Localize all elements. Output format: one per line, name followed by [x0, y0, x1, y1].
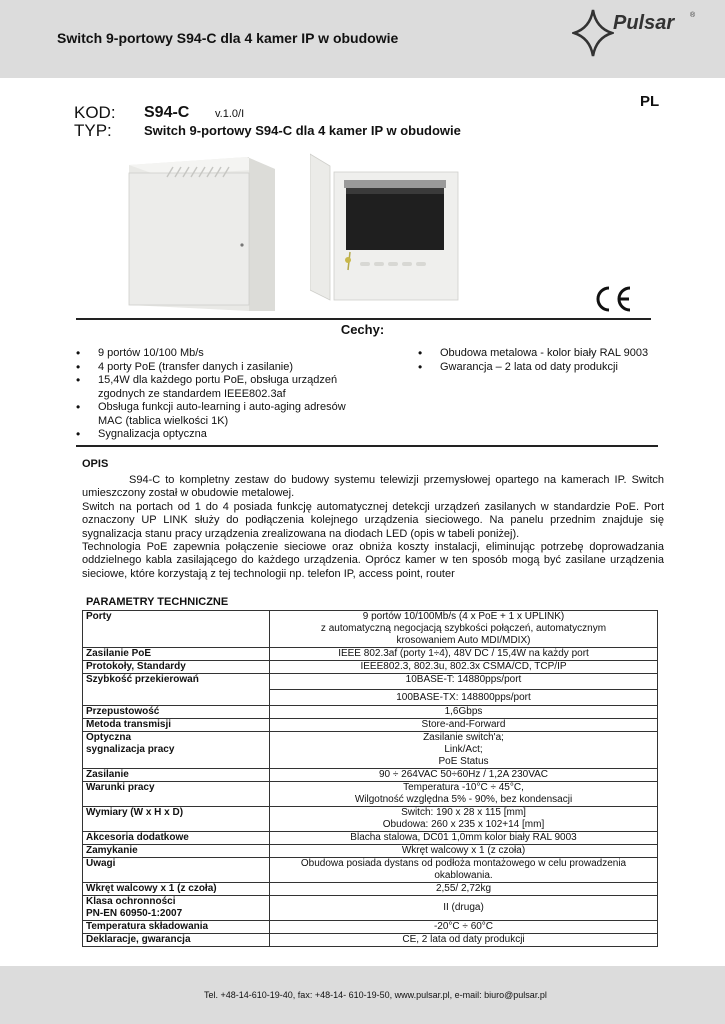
typ-value: Switch 9-portowy S94-C dla 4 kamer IP w obudowie — [144, 123, 461, 138]
table-row — [83, 719, 658, 732]
list-item: • 4 porty PoE (transfer danych i zasilanie) — [76, 361, 366, 375]
parameters-table — [82, 610, 658, 947]
param-key-line: sygnalizacja pracy — [86, 744, 175, 755]
features-title: Cechy: — [340, 322, 385, 337]
param-key-line: Optyczna — [86, 732, 132, 743]
param-value: IEEE802.3, 802.3u, 802.3x CSMA/CD, TCP/IP — [270, 661, 658, 674]
param-key — [83, 896, 270, 921]
param-key: Protokoły, Standardy — [83, 661, 270, 674]
list-item: • Sygnalizacja optyczna — [76, 428, 366, 442]
table-row — [83, 648, 658, 661]
features-list-right — [418, 347, 678, 374]
table-row — [83, 674, 658, 690]
param-value-line: Wilgotność względna 5% - 90%, bez kondensacji — [354, 794, 573, 805]
param-key-line: Klasa ochronności — [86, 896, 176, 907]
param-value: 1,6Gbps — [270, 706, 658, 719]
param-key: Zasilanie — [83, 769, 270, 782]
param-value-line: Switch: 190 x 28 x 115 [mm] — [401, 807, 526, 818]
param-value — [270, 732, 658, 769]
pulsar-star-icon — [572, 8, 614, 58]
logo-registered-mark: ® — [690, 12, 696, 19]
param-value: Blacha stalowa, DC01 1,0mm kolor biały RAL 9003 — [270, 832, 658, 845]
param-key: Przepustowość — [83, 706, 270, 719]
param-key: Wkręt walcowy x 1 (z czoła) — [83, 883, 270, 896]
param-value: CE, 2 lata od daty produkcji — [270, 934, 658, 947]
param-value: 100BASE-TX: 148800pps/port — [270, 690, 658, 706]
param-value: -20°C ÷ 60°C — [270, 921, 658, 934]
footer-bar — [0, 966, 725, 1024]
table-row — [83, 921, 658, 934]
version: v.1.0/I — [215, 108, 245, 120]
param-value — [270, 807, 658, 832]
kod-value: S94-C — [144, 104, 190, 121]
logo-name: Pulsar — [613, 12, 675, 34]
table-row — [83, 706, 658, 719]
table-row — [83, 782, 658, 807]
ce-mark-icon — [592, 285, 634, 313]
param-key: Deklaracje, gwarancja — [83, 934, 270, 947]
header-bar — [0, 0, 725, 78]
param-value: II (druga) — [270, 896, 658, 921]
parameters-title: PARAMETRY TECHNICZNE — [86, 596, 229, 608]
table-row — [83, 883, 658, 896]
divider — [76, 318, 651, 320]
param-value: Wkręt walcowy x 1 (z czoła) — [270, 845, 658, 858]
description-paragraph: Switch na portach od 1 do 4 posiada funkcję automatycznej detekcji urządzeń zasilanych w standardzie PoE. Port oznaczony UP LINK służy do podłączenia kolejnego urządzenia sieciowego. Na panelu przednim znajduje się sygnalizacja stanu pracy urządzenia zrealizowana na diodach LED (opis w tabeli poniżej). — [82, 500, 664, 540]
list-item: • 9 portów 10/100 Mb/s — [76, 347, 366, 361]
param-value: Store-and-Forward — [270, 719, 658, 732]
param-value-line: Link/Act; — [444, 744, 483, 755]
table-row — [83, 832, 658, 845]
table-row — [83, 661, 658, 674]
param-value-line: okablowania. — [434, 870, 493, 881]
param-key: Akcesoria dodatkowe — [83, 832, 270, 845]
typ-label: TYP: — [74, 121, 112, 140]
param-value — [270, 782, 658, 807]
description-title: OPIS — [82, 458, 109, 470]
table-row — [83, 732, 658, 769]
table-row — [83, 934, 658, 947]
table-row — [83, 896, 658, 921]
param-key: Porty — [83, 611, 270, 648]
param-value-line: PoE Status — [438, 756, 489, 767]
pulsar-logo — [572, 8, 707, 60]
list-item: • Obsługa funkcji auto-learning i auto-aging adresów MAC (tablica wielkości 1K) — [76, 401, 366, 428]
param-key: Temperatura składowania — [83, 921, 270, 934]
param-value-line: Temperatura -10°C ÷ 45°C, — [403, 782, 524, 793]
param-key: Metoda transmisji — [83, 719, 270, 732]
list-item: • Obudowa metalowa - kolor biały RAL 9003 — [418, 347, 678, 361]
features-list-left — [76, 347, 366, 442]
param-value-line: Obudowa posiada dystans od podłoża montażowego w celu prowadzenia — [300, 858, 627, 869]
list-item: • Gwarancja – 2 lata od daty produkcji — [418, 361, 678, 375]
param-value: 2,55/ 2,72kg — [270, 883, 658, 896]
header-title: Switch 9-portowy S94-C dla 4 kamer IP w obudowie — [57, 30, 399, 46]
list-item: • 15,4W dla każdego portu PoE, obsługa urządzeń zgodnych ze standardem IEEE802.3af — [76, 374, 366, 401]
table-row — [83, 807, 658, 832]
param-value: krosowaniem Auto MDI/MDIX) — [270, 635, 658, 648]
description-paragraph: S94-C to kompletny zestaw do budowy systemu telewizji przemysłowej opartego na kamerach IP. Switch umieszczony został w obudowie metalowej. — [82, 474, 664, 500]
param-key: Uwagi — [83, 858, 270, 883]
description-paragraph: Technologia PoE zapewnia połączenie sieciowe oraz obniża koszty instalacji, eliminując potrzebę doprowadzania oddzielnego kabla zasilającego do każdego urządzenia. Oprócz kamer w ten sposób mogą być zasilane urządzenia sieciowe, które korzystają z tej technologii np. telefon IP, access point, router — [82, 541, 664, 580]
param-value: z automatyczną negocjacją szybkości połączeń, automatycznym — [270, 623, 658, 635]
param-key: Warunki pracy — [83, 782, 270, 807]
param-key: Zasilanie PoE — [83, 648, 270, 661]
param-key: Zamykanie — [83, 845, 270, 858]
param-value-line: Zasilanie switch'a; — [423, 732, 504, 743]
param-key: Szybkość przekierowań — [83, 674, 270, 706]
param-value — [270, 858, 658, 883]
description-text — [82, 474, 664, 581]
table-row — [83, 769, 658, 782]
param-key — [83, 732, 270, 769]
divider — [76, 445, 658, 447]
open-enclosure-image — [310, 152, 460, 302]
param-value: 9 portów 10/100Mb/s (4 x PoE + 1 x UPLINK) — [270, 611, 658, 624]
language-code: PL — [640, 93, 660, 110]
table-row — [83, 611, 658, 624]
param-value: 90 ÷ 264VAC 50÷60Hz / 1,2A 230VAC — [270, 769, 658, 782]
param-value-line: Obudowa: 260 x 235 x 102+14 [mm] — [382, 819, 545, 830]
param-value: IEEE 802.3af (porty 1÷4), 48V DC / 15,4W na każdy port — [270, 648, 658, 661]
param-key: Wymiary (W x H x D) — [83, 807, 270, 832]
closed-enclosure-image — [127, 155, 279, 313]
table-row — [83, 858, 658, 883]
kod-label: KOD: — [74, 103, 116, 122]
param-value: 10BASE-T: 14880pps/port — [270, 674, 658, 690]
param-key-line: PN-EN 60950-1:2007 — [86, 908, 183, 919]
table-row — [83, 845, 658, 858]
footer-contact: Tel. +48-14-610-19-40, fax: +48-14- 610-19-50, www.pulsar.pl, e-mail: biuro@pulsar.pl — [204, 990, 547, 1000]
